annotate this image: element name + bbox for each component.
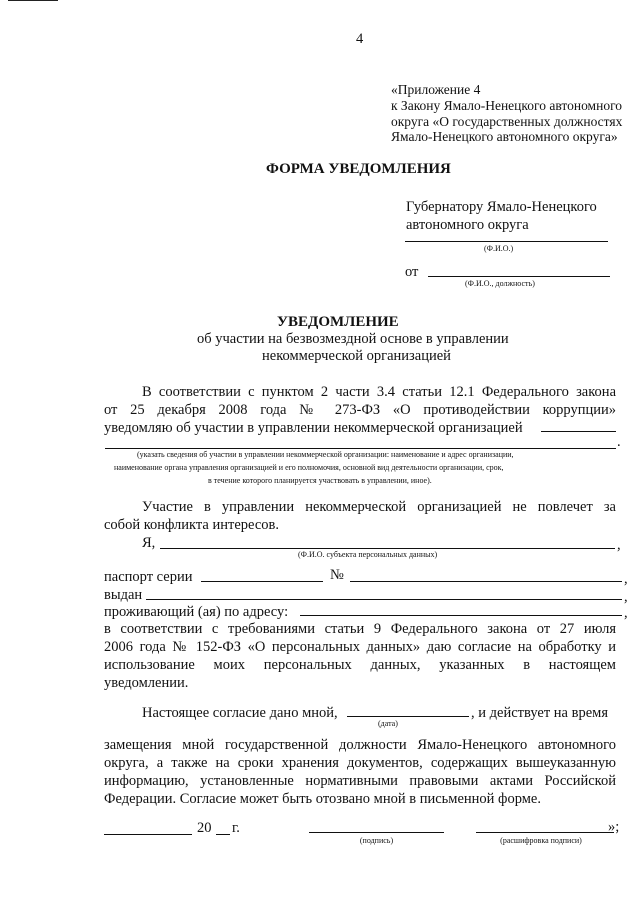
appendix-line: к Закону Ямало-Ненецкого автономного xyxy=(391,98,623,113)
number-sign: № xyxy=(330,567,344,583)
top-edge-mark xyxy=(8,0,58,1)
page-number: 4 xyxy=(356,31,364,47)
appendix-line: Ямало-Ненецкого автономного округа» xyxy=(391,129,618,144)
para3-line: 2006 года № 152-ФЗ «О персональных данных» даю согласие на обработку и xyxy=(104,639,616,655)
para3-line: использование моих персональных данных, указанных в настоящем xyxy=(104,657,616,673)
para4-line: замещения мной государственной должности Ямало-Ненецкого автономного xyxy=(104,737,616,753)
subject-hint: (Ф.И.О. субъекта персональных данных) xyxy=(298,550,438,559)
comma: , xyxy=(624,605,628,621)
org-underline xyxy=(541,431,616,432)
address-field xyxy=(300,615,622,616)
decoding-field xyxy=(476,832,614,833)
form-title: ФОРМА УВЕДОМЛЕНИЯ xyxy=(266,161,451,177)
issued-field xyxy=(146,599,622,600)
para2-line: собой конфликта интересов. xyxy=(104,517,279,533)
comma: , xyxy=(624,571,628,587)
para2-line: Участие в управлении некоммерческой организацией не повлечет за xyxy=(142,499,616,515)
year-field xyxy=(216,834,230,835)
date-field xyxy=(347,716,469,717)
notice-subtitle-line: об участии на безвозмездной основе в управлении xyxy=(197,331,509,347)
para1-line: от 25 декабря 2008 года № 273-ФЗ «О противодействии коррупции» xyxy=(104,402,616,418)
org-hint-line: в течение которого планируется участвовать в управлении, иное). xyxy=(208,476,432,485)
fio-position-hint: (Ф.И.О., должность) xyxy=(465,279,535,288)
para3-line: уведомлении. xyxy=(104,675,189,691)
para1-line: В соответствии с пунктом 2 части 3.4 статьи 12.1 Федерального закона xyxy=(142,384,616,400)
addressee-line: автономного округа xyxy=(406,217,529,233)
end-mark: »; xyxy=(608,819,620,835)
consent-start: Настоящее согласие дано мной, xyxy=(142,705,338,721)
notice-title: УВЕДОМЛЕНИЕ xyxy=(277,314,399,330)
para4-line: округа, а также на сроки хранения документов, содержащих вышеуказанную xyxy=(104,755,616,771)
org-hint-line: (указать сведения об участии в управлении некоммерческой организации: наименование и адрес организации, xyxy=(137,450,514,459)
para1-line: уведомляю об участии в управлении некоммерческой организацией xyxy=(104,420,523,436)
consent-end: , и действует на время xyxy=(471,705,608,721)
decoding-hint: (расшифровка подписи) xyxy=(500,836,582,845)
year-label: 20 xyxy=(197,820,212,836)
signature-hint: (подпись) xyxy=(359,836,394,845)
fio-hint: (Ф.И.О.) xyxy=(484,244,514,253)
passport-label: паспорт серии xyxy=(104,569,193,585)
signature-field xyxy=(309,832,444,833)
para3-line: в соответствии с требованиями статьи 9 Федерального закона от 27 июля xyxy=(104,621,616,637)
comma: , xyxy=(624,589,628,605)
residing-label: проживающий (ая) по адресу: xyxy=(104,604,289,620)
passport-series-field xyxy=(201,581,323,582)
date-hint: (дата) xyxy=(378,719,398,728)
addressee-line: Губернатору Ямало-Ненецкого xyxy=(406,199,597,215)
notice-subtitle-line: некоммерческой организацией xyxy=(262,348,451,364)
from-underline xyxy=(428,276,610,277)
para4-line: Федерации. Согласие может быть отозвано мной в письменной форме. xyxy=(104,791,541,807)
ya-label: Я, xyxy=(142,535,156,551)
para4-line: информацию, установленные нормативными правовыми актами Российской xyxy=(104,773,616,789)
passport-number-field xyxy=(350,581,622,582)
subject-underline xyxy=(160,548,615,549)
org-underline-full xyxy=(105,448,616,449)
day-month-field xyxy=(104,834,192,835)
issued-label: выдан xyxy=(104,587,143,603)
org-hint-line: наименование органа управления организацией и его полномочия, основной вид деятельности организации, срок, xyxy=(114,463,504,472)
from-label: от xyxy=(405,264,419,280)
fio-underline xyxy=(405,241,608,242)
year-suffix: г. xyxy=(232,820,240,836)
comma: , xyxy=(617,537,621,553)
appendix-line: округа «О государственных должностях xyxy=(391,114,623,129)
appendix-line: «Приложение 4 xyxy=(391,82,481,97)
para1-end: . xyxy=(617,434,621,450)
